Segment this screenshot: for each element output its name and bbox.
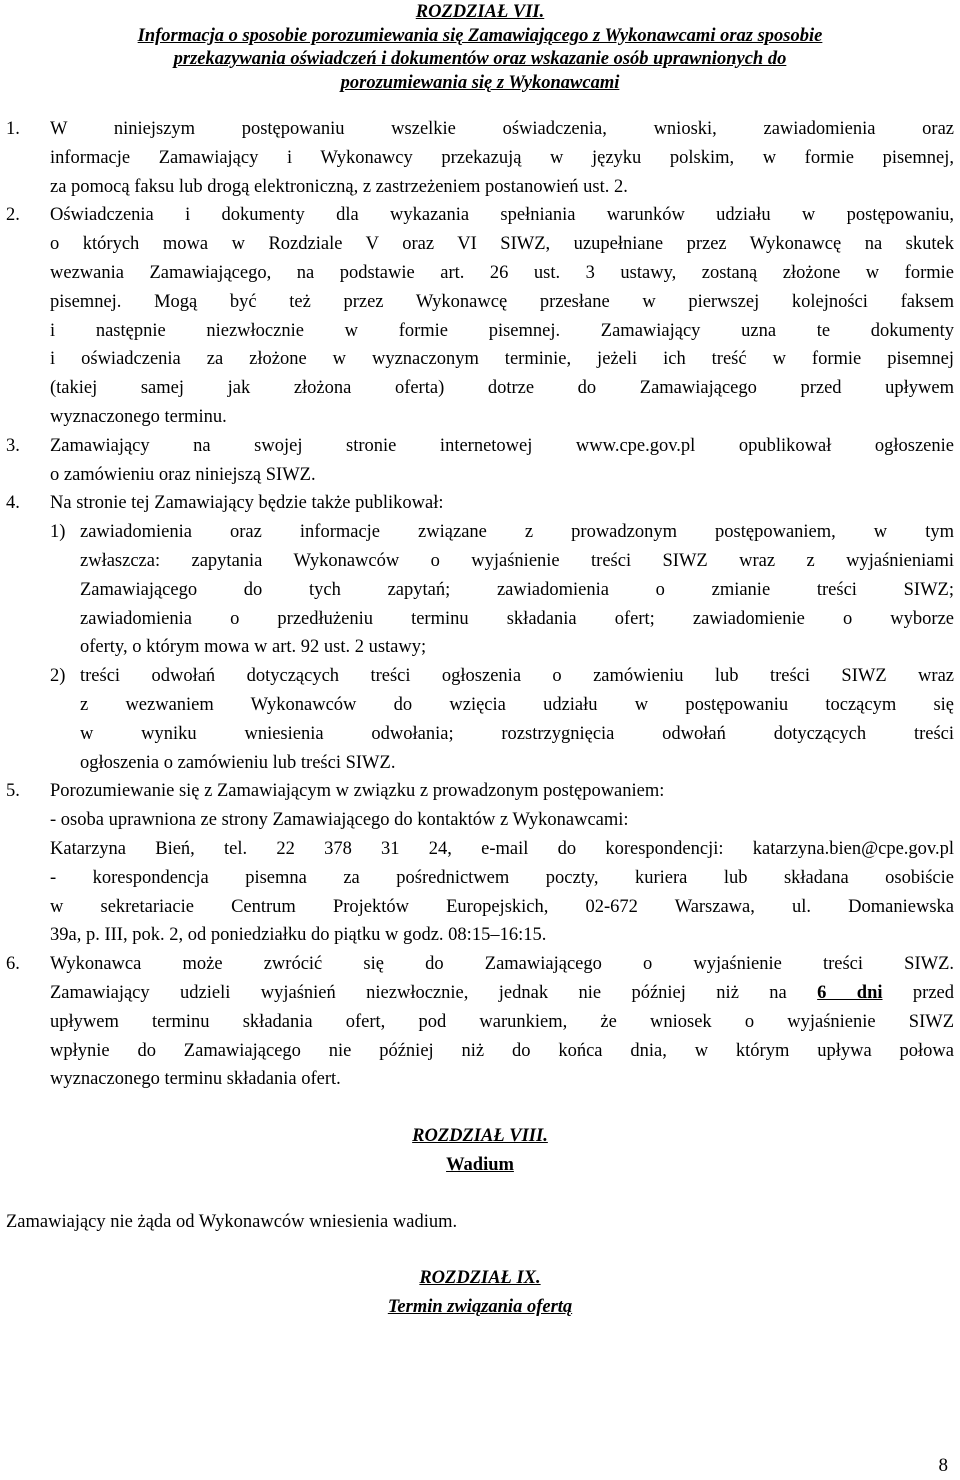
text-line: informacje Zamawiający i Wykonawcy przekazują w języku polskim, w formie pisemnej,: [50, 147, 954, 168]
list-item: [6, 432, 954, 490]
text-line: Zamawiającego do tych zapytań; zawiadomienia o zmianie treści SIWZ;: [80, 579, 954, 600]
text-line: - korespondencja pisemna za pośrednictwem poczty, kuriera lub składana osobiście: [50, 867, 954, 888]
text-line: upływem terminu składania ofert, pod warunkiem, że wniosek o wyjaśnienie SIWZ: [50, 1011, 954, 1032]
text-line: zwłaszcza: zapytania Wykonawców o wyjaśnienie treści SIWZ wraz z wyjaśnieniami: [80, 550, 954, 571]
text-fragment: przed: [912, 982, 954, 1003]
text-line: Wykonawca może zwrócić się do Zamawiającego o wyjaśnienie treści SIWZ.: [50, 954, 954, 975]
text-line: za pomocą faksu lub drogą elektroniczną, z zastrzeżeniem postanowień ust. 2.: [50, 176, 628, 197]
text-line: (takiej samej jak złożona oferta) dotrze do Zamawiającego przed upływem: [50, 378, 954, 399]
chapter-7-heading-line: Informacja o sposobie porozumiewania się Zamawiającego z Wykonawcami oraz sposobie: [137, 25, 823, 46]
list-item: [6, 777, 954, 950]
text-line: w wyniku wniesienia odwołania; rozstrzygnięcia odwołań dotyczących treści: [80, 723, 954, 744]
item-number: 6.: [6, 954, 20, 975]
text-line: Katarzyna Bień, tel. 22 378 31 24, e-mail do korespondencji: katarzyna.bien@cpe.gov.pl: [50, 838, 954, 859]
text-line: Na stronie tej Zamawiający będzie także publikował:: [50, 493, 444, 514]
text-line: o zamówieniu oraz niniejszą SIWZ.: [50, 464, 316, 485]
chapter-8-heading: Wadium: [446, 1154, 514, 1175]
text-line: oferty, o którym mowa w art. 92 ust. 2 ustawy;: [80, 637, 427, 658]
list-item: [6, 950, 954, 1094]
text-line: [50, 979, 954, 1008]
text-line: W niniejszym postępowaniu wszelkie oświadczenia, wnioski, zawiadomienia oraz: [50, 119, 954, 139]
deadline-emphasis: 6 dni: [817, 982, 883, 1003]
list-item: [6, 201, 954, 431]
sub-list-item: [6, 518, 954, 662]
sub-item-number: 2): [50, 666, 66, 687]
chapter-9-heading: Termin związania ofertą: [387, 1297, 573, 1318]
sub-list-item: [6, 662, 954, 777]
text-line: Porozumiewanie się z Zamawiającym w związku z prowadzonym postępowaniem:: [50, 781, 665, 802]
text-line: zawiadomienia o przedłużeniu terminu składania ofert; zawiadomienie o wyborze: [80, 608, 954, 629]
chapter-8-text: Zamawiający nie żąda od Wykonawców wniesienia wadium.: [6, 1211, 458, 1232]
text-line: z wezwaniem Wykonawców do wzięcia udziału w postępowaniu toczącym się: [80, 694, 954, 715]
text-line: 39a, p. III, pok. 2, od poniedziałku do piątku w godz. 08:15–16:15.: [50, 925, 547, 946]
text-line: wyznaczonego terminu składania ofert.: [50, 1069, 341, 1090]
text-line: wyznaczonego terminu.: [50, 406, 227, 427]
text-line: treści odwołań dotyczących treści ogłoszenia o zamówieniu lub treści SIWZ wraz: [80, 666, 954, 687]
text-line: i następnie niezwłocznie w formie pisemnej. Zamawiający uzna te dokumenty: [50, 320, 954, 341]
text-line: w sekretariacie Centrum Projektów Europejskich, 02-672 Warszawa, ul. Domaniewska: [50, 896, 954, 917]
text-line: pisemnej. Mogą być też przez Wykonawcę przesłane w pierwszej kolejności faksem: [50, 291, 954, 312]
item-number: 4.: [6, 493, 20, 514]
text-line: wpłynie do Zamawiającego nie później niż do końca dnia, w którym upływa połowa: [50, 1040, 954, 1061]
chapter-7-heading-line: porozumiewania się z Wykonawcami: [340, 72, 620, 93]
document-page: [6, 0, 954, 1322]
chapter-9-title: ROZDZIAŁ IX.: [419, 1268, 541, 1289]
text-line: wezwania Zamawiającego, na podstawie art. 26 ust. 3 ustawy, zostaną złożone w formie: [50, 262, 954, 283]
chapter-8-title: ROZDZIAŁ VIII.: [412, 1126, 548, 1147]
text-line: i oświadczenia za złożone w wyznaczonym terminie, jeżeli ich treść w formie pisemnej: [50, 349, 954, 370]
chapter-7-list: [6, 115, 954, 1094]
text-fragment: Zamawiający udzieli wyjaśnień niezwłocznie, jednak nie później niż na: [50, 982, 787, 1003]
chapter-7-title: ROZDZIAŁ VII.: [415, 2, 545, 22]
text-line: zawiadomienia oraz informacje związane z prowadzonym postępowaniem, w tym: [80, 522, 954, 543]
chapter-7-heading-line: przekazywania oświadczeń i dokumentów oraz wskazanie osób uprawnionych do: [173, 49, 787, 69]
text-line: Oświadczenia i dokumenty dla wykazania spełniania warunków udziału w postępowaniu,: [50, 205, 954, 226]
text-line: Zamawiający na swojej stronie internetowej www.cpe.gov.pl opublikował ogłoszenie: [50, 435, 954, 456]
list-item: [6, 115, 954, 201]
sub-item-number: 1): [50, 522, 66, 543]
item-number: 5.: [6, 781, 20, 802]
chapter-7-heading: [6, 25, 954, 96]
list-item: [6, 489, 954, 777]
text-line: o których mowa w Rozdziale V oraz VI SIWZ, uzupełniane przez Wykonawcę na skutek: [50, 234, 954, 255]
page-number: 8: [938, 1455, 948, 1476]
item-number: 3.: [6, 435, 20, 456]
item-number: 2.: [6, 205, 20, 226]
item-number: 1.: [6, 119, 20, 139]
text-line: ogłoszenia o zamówieniu lub treści SIWZ.: [80, 752, 396, 773]
text-line: - osoba uprawniona ze strony Zamawiającego do kontaktów z Wykonawcami:: [50, 810, 629, 831]
